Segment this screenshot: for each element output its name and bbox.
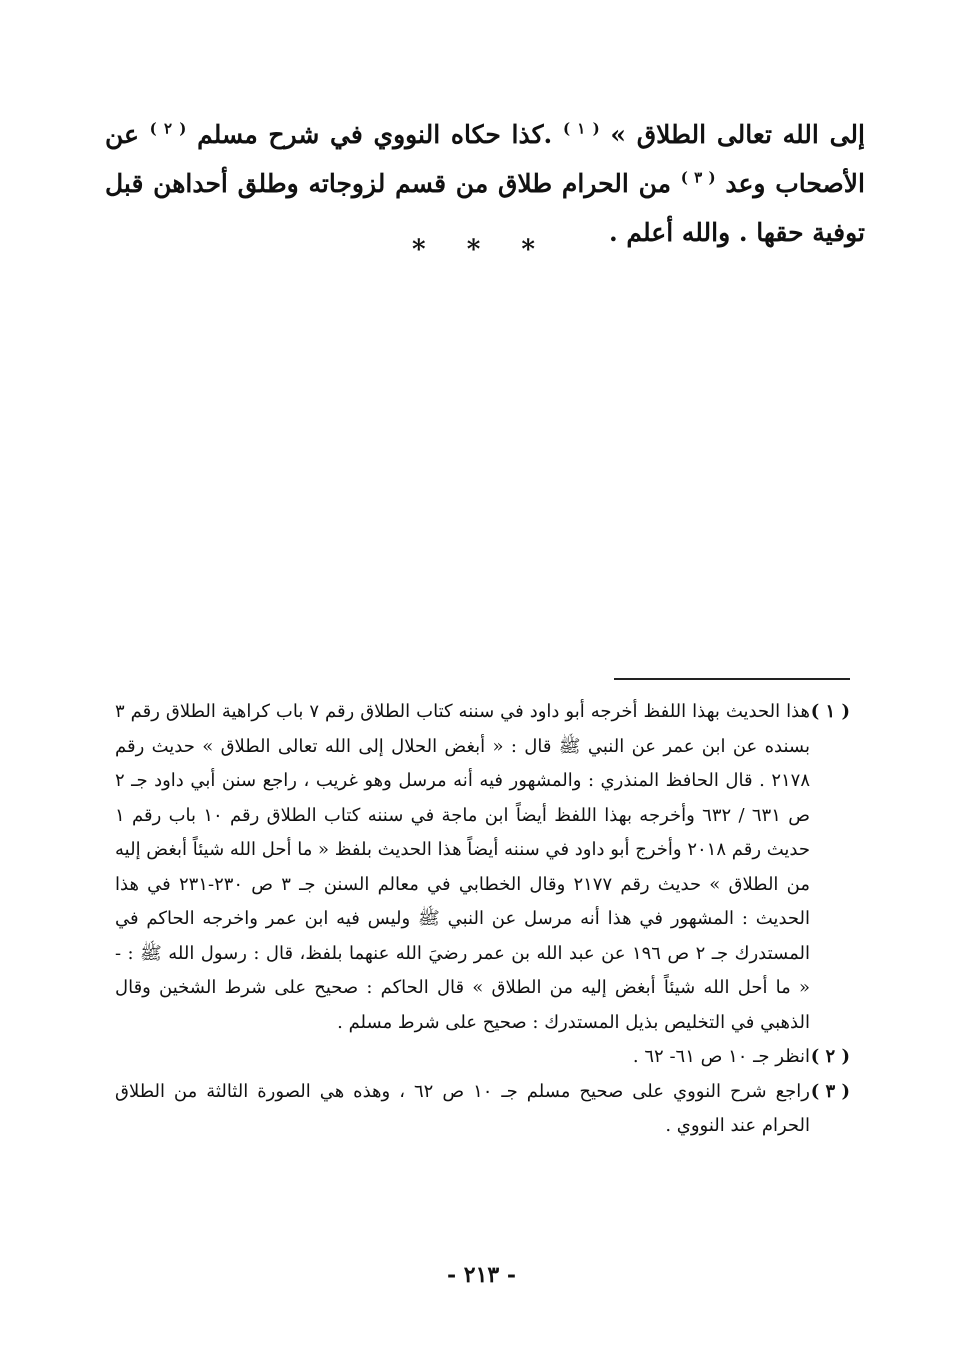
footnote-divider <box>614 678 850 680</box>
footnote-ref-3: ( ٣ ) <box>680 168 716 187</box>
footnote-ref-2: ( ٢ ) <box>149 119 187 138</box>
footnote-text: هذا الحديث بهذا اللفظ أخرجه أبو داود في سننه كتاب الطلاق رقم ٧ باب كراهية الطلاق رقم ٣ بسنده عن ابن عمر عن النبي ﷺ قال : « أبغض الحلال إلى الله تعالى الطلاق » حديث رقم ٢١٧٨ . قال الحافظ المنذري : والمشهور فيه أنه مرسل وهو غريب ، راجع سنن أبي داود جـ ٢ ص ٦٣١ / ٦٣٢ وأخرجه بهذا اللفظ أيضاً ابن ماجة في سننه كتاب الطلاق رقم ١٠ باب رقم ١ حديث رقم ٢٠١٨ وأخرج أبو داود في سننه أيضاً هذا الحديث بلفظ « ما أحل الله شيئاً أبغض إليه من الطلاق » حديث رقم ٢١٧٧ وقال الخطابي في معالم السنن جـ ٣ ص ٢٣٠-٢٣١ في هذا الحديث : المشهور في هذا أنه مرسل عن النبي ﷺ وليس فيه ابن عمر واخرجه الحاكم في المستدرك جـ ٢ ص ١٩٦ عن عبد الله بن عمر رضيَ الله عنهما بلفظ، قال : رسول الله ﷺ : - « ما أحل الله شيئاً أبغض إليه من الطلاق » قال الحاكم : صحيح على شرط الشخين وقال الذهبي في التخليص بذيل المستدرك : صحيح على شرط مسلم . <box>115 701 811 1033</box>
footnote-number: ( ١ ) <box>810 701 850 722</box>
footnote-3 <box>115 1075 850 1144</box>
main-text-part1: إلى الله تعالى الطلاق » <box>610 120 865 149</box>
main-text-part4: من الحرام طلاق من قسم لزوجاته وطلق أحداهن قبل توفية حقها . والله أعلم . <box>105 169 865 247</box>
footnote-text: انظر جـ ١٠ ص ٦١- ٦٢ . <box>632 1046 810 1067</box>
main-text-part3: عن الأصحاب وعد <box>105 120 865 198</box>
footnote-number: ( ٢ ) <box>810 1046 850 1067</box>
footnotes-block <box>115 695 850 1144</box>
page-number: - ٢١٣ - <box>446 1262 517 1288</box>
footnote-text: راجع شرح النووي على صحيح مسلم جـ ١٠ ص ٦٢ ، وهذه هي الصورة الثالثة من الطلاق الحرام عند النووي . <box>115 1080 810 1136</box>
footnote-1 <box>115 695 850 1040</box>
footnote-2 <box>115 1040 850 1075</box>
footnote-number: ( ٣ ) <box>810 1080 850 1102</box>
main-text-part2: .كذا حكاه النووي في شرح مسلم <box>197 120 553 149</box>
section-separator: * * * <box>412 235 551 265</box>
footnote-ref-1: ( ١ ) <box>562 119 600 138</box>
